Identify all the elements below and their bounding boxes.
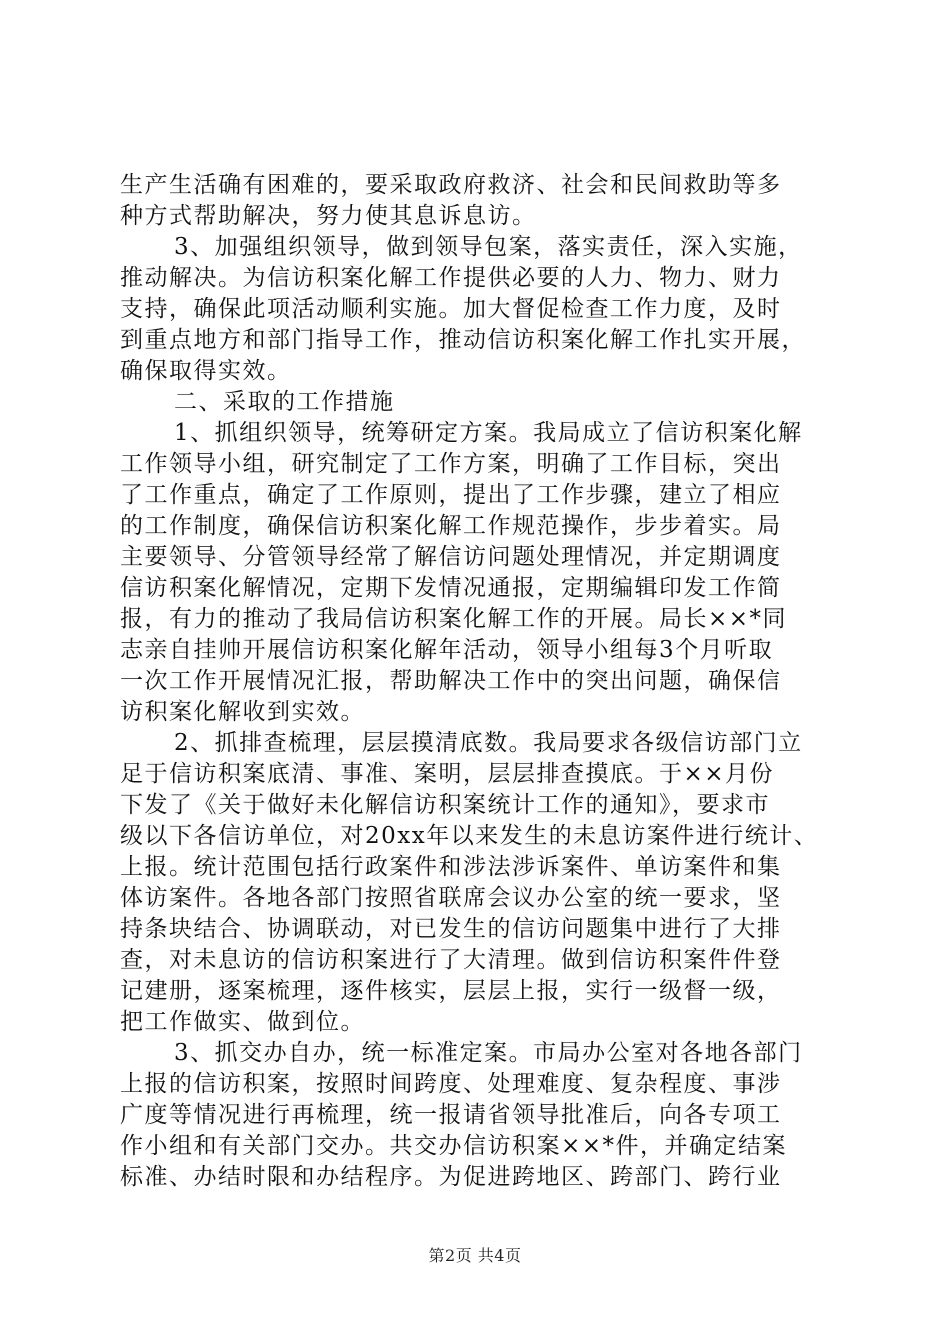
text-line: 到重点地方和部门指导工作，推动信访积案化解工作扎实开展， (120, 327, 806, 353)
text-line: 广度等情况进行再梳理，统一报请省领导批准后，向各专项工 (120, 1102, 782, 1128)
paragraph-heading: 1、抓组织领导，统筹研定方案。我局成立了信访积案化解 (174, 420, 803, 446)
paragraph-heading: 3、抓交办自办，统一标准定案。市局办公室对各地各部门 (174, 1040, 803, 1066)
text-line: 把工作做实、做到位。 (120, 1009, 365, 1035)
text-line: 记建册，逐案梳理，逐件核实，层层上报，实行一级督一级， (120, 978, 782, 1004)
text-line: 访积案化解收到实效。 (120, 699, 365, 725)
text-line: 体访案件。各地各部门按照省联席会议办公室的统一要求，坚 (120, 885, 782, 911)
text-line: 信访积案化解情况，定期下发情况通报，定期编辑印发工作简 (120, 575, 782, 601)
paragraph-heading: 3、加强组织领导，做到领导包案，落实责任，深入实施， (174, 234, 803, 260)
text-line: 一次工作开展情况汇报，帮助解决工作中的突出问题，确保信 (120, 668, 782, 694)
text-line: 标准、办结时限和办结程序。为促进跨地区、跨部门、跨行业 (120, 1164, 782, 1190)
text-line: 确保取得实效。 (120, 358, 292, 384)
text-line: 工作领导小组，研究制定了工作方案，明确了工作目标，突出 (120, 451, 782, 477)
document-body (120, 170, 835, 1193)
text-line: 上报的信访积案，按照时间跨度、处理难度、复杂程度、事涉 (120, 1071, 782, 1097)
page-number-footer: 第2页 共4页 (428, 1246, 522, 1265)
text-line: 生产生活确有困难的，要采取政府救济、社会和民间救助等多 (120, 172, 782, 198)
paragraph-heading: 2、抓排查梳理，层层摸清底数。我局要求各级信访部门立 (174, 730, 803, 756)
text-line: 种方式帮助解决，努力使其息诉息访。 (120, 203, 537, 229)
text-line: 级以下各信访单位，对20xx年以来发生的未息访案件进行统计、 (120, 823, 819, 849)
text-line: 了工作重点，确定了工作原则，提出了工作步骤，建立了相应 (120, 482, 782, 508)
text-line: 查，对未息访的信访积案进行了大清理。做到信访积案件件登 (120, 947, 782, 973)
text-line: 足于信访积案底清、事准、案明，层层排查摸底。于××月份 (120, 761, 775, 787)
text-line: 主要领导、分管领导经常了解信访问题处理情况，并定期调度 (120, 544, 782, 570)
text-line: 持条块结合、协调联动，对已发生的信访问题集中进行了大排 (120, 916, 782, 942)
text-line: 上报。统计范围包括行政案件和涉法涉诉案件、单访案件和集 (120, 854, 782, 880)
text-line: 下发了《关于做好未化解信访积案统计工作的通知》，要求市 (120, 792, 770, 818)
section-heading: 二、采取的工作措施 (174, 389, 395, 415)
text-line: 支持，确保此项活动顺利实施。加大督促检查工作力度，及时 (120, 296, 782, 322)
text-line: 的工作制度，确保信访积案化解工作规范操作，步步着实。局 (120, 513, 782, 539)
text-line: 志亲自挂帅开展信访积案化解年活动，领导小组每3个月听取 (120, 637, 774, 663)
text-line: 推动解决。为信访积案化解工作提供必要的人力、物力、财力 (120, 265, 782, 291)
text-line: 作小组和有关部门交办。共交办信访积案××*件，并确定结案 (120, 1133, 788, 1159)
text-line: 报，有力的推动了我局信访积案化解工作的开展。局长××*同 (120, 606, 788, 632)
